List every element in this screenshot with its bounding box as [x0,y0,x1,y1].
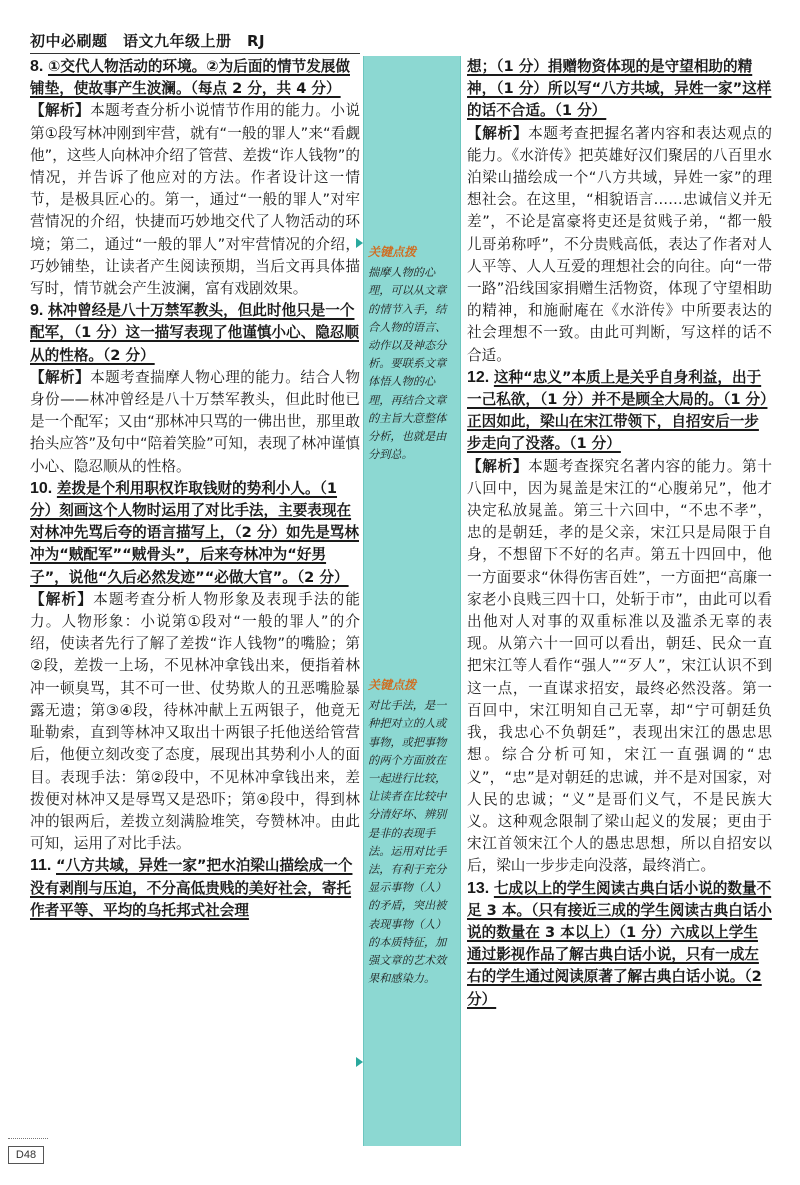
question-9 [30,300,360,367]
left-column [30,56,360,922]
question-12 [467,367,772,456]
explanation-tag: 【解析】 [467,124,529,142]
pointer-arrow-icon [356,1057,363,1067]
explanation-tag: 【解析】 [30,590,94,608]
tip-title: 关键点拨 [368,245,417,259]
explanation [467,123,772,367]
header-divider [30,53,360,54]
question-number: 11. [30,857,52,875]
question-11 [30,855,360,922]
explanation [30,100,360,300]
explanation-tag: 【解析】 [30,368,91,386]
answer-text: 林冲曾经是八十万禁军教头，但此时他只是一个配军，（1 分）这一描写表现了他谨慎小心、隐忍顺从的性格。（2 分） [30,302,359,364]
answer-text: ①交代人物活动的环境。②为后面的情节发展做铺垫，使故事产生波澜。（每点 2 分，共 4 分） [30,58,350,98]
tip-text: 揣摩人物的心理，可以从文章的情节入手，结合人物的语言、动作以及神态分析。要联系文章体悟人物的心理，再结合文章的主旨大意整体分析，也就是由分到总。 [368,266,447,462]
question-number: 8. [30,58,44,75]
explanation-text: 本题考查分析小说情节作用的能力。小说第①段写林冲刚到牢营，就有“一般的罪人”来“看觑他”，这些人向林冲介绍了管营、差拨“诈人钱物”的情况，并告诉了他应对的方法。作者设计这一情节，是极具匠心的。第一，通过“一般的罪人”对牢营情况的介绍，快捷而巧妙地交代了人物活动的环境；第二，通过“一般的罪人”对牢营情况的介绍，巧妙铺垫，让读者产生阅读预期，当后文再具体描写时，情节就会产生波澜，富有戏剧效果。 [30,102,360,298]
page-number: D48 [8,1146,44,1164]
tip-title: 关键点拨 [368,678,417,692]
explanation-text: 本题考查把握名著内容和表达观点的能力。《水浒传》把英雄好汉们聚居的八百里水泊梁山描绘成一个“八方共域，异姓一家”的理想社会。在这里，“相貌语言……忠诚信义并无差”，不论是富豪将吏还是贫贱子弟，“都一般儿哥弟称呼”，不分贵贱高低，表达了作者对人人平等、人人互爱的理想社会的向往。向“一带一路”沿线国家捐赠生活物资，体现了守望相助的精神，和施耐庵在《水浒传》中所要表达的社会理想不一致。由此可判断，写这样的话不合适。 [467,124,772,364]
explanation [30,589,360,855]
question-10 [30,478,360,589]
explanation-text: 本题考查探究名著内容的能力。第十八回中，因为晁盖是宋江的“心腹弟兄”，他才决定私放晁盖。第三十六回中，“不忠不孝”，忠的是朝廷，孝的是父亲，宋江只是局限于自身，不想留下不好的名声。第五十四回中，他一方面要求“休得伤害百姓”，一方面把“高廉一家老小良贱三四十口，处斩于市”，由此可以看出他对人对事的双重标准以及滥杀无辜的表现。从第六十一回可以看出，朝廷、民众一直把宋江等人看作“强人”“歹人”，宋江认识不到这一点，一直谋求招安，最终必然没落。第一百回中，宋江明知自己无辜，却“宁可朝廷负我，我忠心不负朝廷”，表现出宋江的愚忠思想。综合分析可知，宋江一直强调的“忠义”，“忠”是对朝廷的忠诚，并不是对国家，对人民的忠诚；“义”是哥们义气，不是民族大义。这种观念限制了梁山起义的发展；更由于宋江首领宋江个人的愚忠思想，所以自招安以后，梁山一步步走向没落，最终消亡。 [467,457,772,875]
corner-dotted-rule [8,1138,48,1139]
answer-text: 差拨是个利用职权诈取钱财的势利小人。（1 分）刻画这个人物时运用了对比手法，主要表现在对林冲先骂后夸的语言描写上，（2 分）如先是骂林冲为“贼配军”“贼骨头”，后来夸林冲为“好男子”，说他“久后必然发迹”“必做大官”。（2 分） [30,479,359,586]
question-11-continued [467,56,772,123]
tip-box [368,243,454,464]
question-13 [467,878,772,1011]
answer-text: 这种“忠义”本质上是关乎自身利益，出于一己私欲，（1 分）并不是顾全大局的。（1 分）正因如此，梁山在宋江带领下，自招安后一步步走向了没落。（1 分） [467,368,768,453]
question-number: 9. [30,302,44,320]
question-number: 12. [467,368,490,386]
question-number: 10. [30,479,53,497]
question-8 [30,56,360,100]
tip-text: 对比手法，是一种把对立的人或事物，或把事物的两个方面放在一起进行比较，让读者在比较中分清好坏、辨别是非的表现手法。运用对比手法，有利于充分显示事物（人）的矛盾，突出被表现事物（人）的本质特征，加强文章的艺术效果和感染力。 [368,699,447,986]
answer-text: 想；（1 分）捐赠物资体现的是守望相助的精神，（1 分）所以写“八方共域，异姓一家”这样的话不合适。（1 分） [467,58,772,120]
answer-text: 七成以上的学生阅读古典白话小说的数量不足 3 本。（只有接近三成的学生阅读古典白话小说的数量在 3 本以上）（1 分）六成以上学生通过影视作品了解古典白话小说，只有一成左右的学生通过阅读原著了解古典白话小说。（2 分） [467,879,772,1008]
explanation-tag: 【解析】 [467,457,529,475]
explanation [30,367,360,478]
explanation-tag: 【解析】 [30,102,91,120]
right-column [467,56,772,1011]
explanation-text: 本题考查分析人物形象及表现手法的能力。人物形象：小说第①段对“一般的罪人”的介绍，使读者先行了解了差拨“诈人钱物”的嘴脸；第②段，差拨一上场，不见林冲拿钱出来，便指着林冲一顿臭骂，其不可一世、仗势欺人的丑恶嘴脸暴露无遗；第③④段，待林冲献上五两银子，他竟无耻勒索，直到等林冲又取出十两银子托他送给管营后，他便立刻改变了态度，展现出其势利小人的面目。表现手法：第②段中，不见林冲拿钱出来，差拨便对林冲又是辱骂又是恐吓；第④段中，得到林冲的银两后，差拨立刻满脸堆笑，夸赞林冲。由此可知，运用了对比手法。 [30,590,360,853]
question-number: 13. [467,879,490,897]
page-header: 初中必刷题 语文九年级上册 RJ [30,32,266,50]
tip-box [368,676,454,988]
explanation [467,456,772,878]
explanation-text: 本题考查揣摩人物心理的能力。结合人物身份——林冲曾经是八十万禁军教头，但此时他已是一个配军；又由“那林冲只骂的一佛出世，那里敢抬头应答”及句中“陪着笑脸”可知，表现了林冲谨慎小心、隐忍顺从的性格。 [30,368,360,475]
answer-text: “八方共域，异姓一家”把水泊梁山描绘成一个没有剥削与压迫，不分高低贵贱的美好社会，寄托作者平等、平均的乌托邦式社会理 [30,857,353,919]
